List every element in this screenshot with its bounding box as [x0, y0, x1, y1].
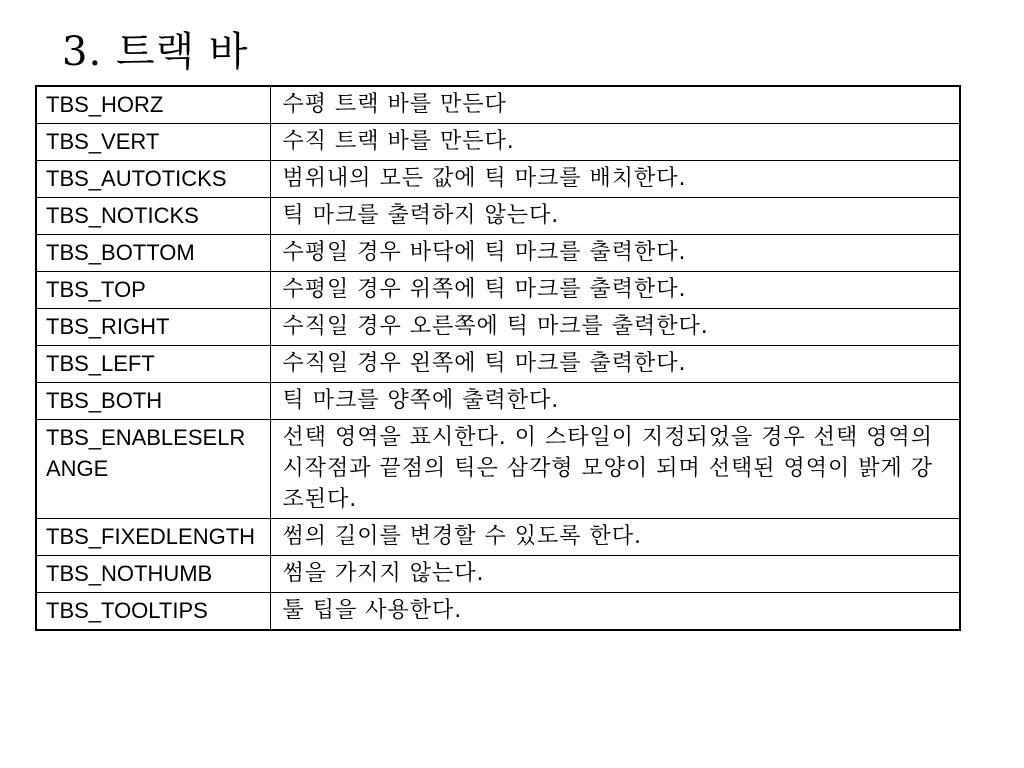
table-row — [36, 593, 960, 631]
style-description-cell: 수직일 경우 오른쪽에 틱 마크를 출력한다. — [270, 309, 960, 346]
table-row — [36, 124, 960, 161]
style-name-cell: TBS_AUTOTICKS — [36, 161, 270, 198]
style-name-cell: TBS_NOTHUMB — [36, 556, 270, 593]
style-description-cell: 범위내의 모든 값에 틱 마크를 배치한다. — [270, 161, 960, 198]
table-row — [36, 198, 960, 235]
style-description-cell: 수평일 경우 위쪽에 틱 마크를 출력한다. — [270, 272, 960, 309]
style-description-cell: 수평일 경우 바닥에 틱 마크를 출력한다. — [270, 235, 960, 272]
table-row — [36, 272, 960, 309]
style-description-cell: 틱 마크를 출력하지 않는다. — [270, 198, 960, 235]
style-name-cell: TBS_HORZ — [36, 86, 270, 124]
style-description-cell: 수평 트랙 바를 만든다 — [270, 86, 960, 124]
style-name-cell: TBS_NOTICKS — [36, 198, 270, 235]
style-name-cell: TBS_FIXEDLENGTH — [36, 519, 270, 556]
table-row — [36, 309, 960, 346]
table-row — [36, 383, 960, 420]
style-name-cell: TBS_VERT — [36, 124, 270, 161]
style-name-cell: TBS_TOOLTIPS — [36, 593, 270, 631]
table-row — [36, 420, 960, 519]
style-name-cell: TBS_BOTH — [36, 383, 270, 420]
table-row — [36, 519, 960, 556]
style-description-cell: 수직 트랙 바를 만든다. — [270, 124, 960, 161]
style-name-cell: TBS_RIGHT — [36, 309, 270, 346]
table-row — [36, 161, 960, 198]
style-description-cell: 썸의 길이를 변경할 수 있도록 한다. — [270, 519, 960, 556]
style-name-cell: TBS_LEFT — [36, 346, 270, 383]
table-row — [36, 86, 960, 124]
slide-title: 3. 트랙 바 — [62, 29, 249, 75]
style-description-cell: 수직일 경우 왼쪽에 틱 마크를 출력한다. — [270, 346, 960, 383]
table-row — [36, 556, 960, 593]
trackbar-style-table — [35, 85, 961, 631]
style-name-cell: TBS_ENABLESELRANGE — [36, 420, 270, 519]
table-row — [36, 346, 960, 383]
style-name-cell: TBS_BOTTOM — [36, 235, 270, 272]
style-description-cell: 틱 마크를 양쪽에 출력한다. — [270, 383, 960, 420]
style-description-cell: 썸을 가지지 않는다. — [270, 556, 960, 593]
style-description-cell: 툴 팁을 사용한다. — [270, 593, 960, 631]
style-description-cell: 선택 영역을 표시한다. 이 스타일이 지정되었을 경우 선택 영역의 시작점과 끝점의 틱은 삼각형 모양이 되며 선택된 영역이 밝게 강조된다. — [270, 420, 960, 519]
style-name-cell: TBS_TOP — [36, 272, 270, 309]
table-row — [36, 235, 960, 272]
